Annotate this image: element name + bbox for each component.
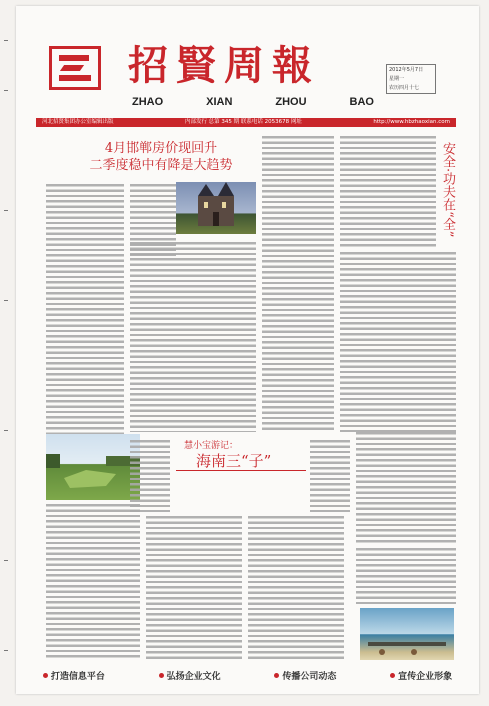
edge-mark <box>4 40 8 41</box>
article-column-2b <box>130 242 256 432</box>
logo-icon <box>49 46 101 90</box>
info-bar-contact: 内部发行 总第 345 期 联系电话 2053678 网址 <box>184 119 302 125</box>
edge-mark <box>4 650 8 651</box>
travel-column-right-b <box>356 548 456 604</box>
issue-lunar: 农历四月十七 <box>389 85 420 91</box>
edge-mark <box>4 90 8 91</box>
travel-rule <box>176 470 306 471</box>
headline-line1: 4月邯郸房价现回升 <box>104 141 218 156</box>
pinyin-1: ZHAO <box>132 96 164 108</box>
travel-column-1 <box>46 504 140 660</box>
castle-photo <box>176 182 256 234</box>
article-column-1 <box>46 184 124 434</box>
safety-article <box>340 252 456 432</box>
footer-item-1: 打造信息平台 <box>43 669 105 682</box>
bullet-icon <box>274 673 279 678</box>
pinyin-3: ZHOU <box>275 96 307 108</box>
beach-photo <box>360 608 454 660</box>
article-column-4a <box>340 136 436 248</box>
issue-box <box>386 64 436 94</box>
travel-column-2 <box>146 516 242 660</box>
footer-item-4: 宣传企业形象 <box>390 669 452 682</box>
edge-mark <box>4 210 8 211</box>
info-bar <box>36 118 456 127</box>
pinyin-4: BAO <box>349 96 374 108</box>
travel-column-label: 慧小宝游记： <box>184 441 239 451</box>
bullet-icon <box>390 673 395 678</box>
headline-line2: 二季度稳中有降是大趋势 <box>89 158 233 173</box>
masthead-title: 招賢周報 <box>128 42 320 89</box>
edge-mark <box>4 560 8 561</box>
golf-course-photo <box>46 434 140 500</box>
pinyin-2: XIAN <box>206 96 233 108</box>
footer-item-2: 弘扬企业文化 <box>159 669 221 682</box>
travel-headline: 海南三“子” <box>196 452 272 470</box>
edge-mark <box>4 430 8 431</box>
info-bar-url: http://www.hbzhaoxian.com <box>373 119 450 125</box>
footer-bar <box>16 664 479 686</box>
travel-column-right-a <box>356 432 456 544</box>
main-headline <box>46 140 276 174</box>
travel-intro-left <box>130 440 170 512</box>
masthead-pinyin <box>132 96 374 108</box>
info-bar-publisher: 河北招贤集团办公室编辑出版 <box>42 119 114 125</box>
issue-weekday: 星期一 <box>389 76 405 82</box>
bullet-icon <box>43 673 48 678</box>
travel-column-3 <box>248 516 344 660</box>
travel-intro-right <box>310 440 350 512</box>
safety-slogan: 安全·功夫在“全” <box>440 142 455 238</box>
footer-item-3: 传播公司动态 <box>274 669 336 682</box>
article-column-3 <box>262 136 334 430</box>
bullet-icon <box>159 673 164 678</box>
issue-date: 2012年5月7日 <box>389 67 424 73</box>
edge-mark <box>4 300 8 301</box>
newspaper-page <box>16 6 479 694</box>
